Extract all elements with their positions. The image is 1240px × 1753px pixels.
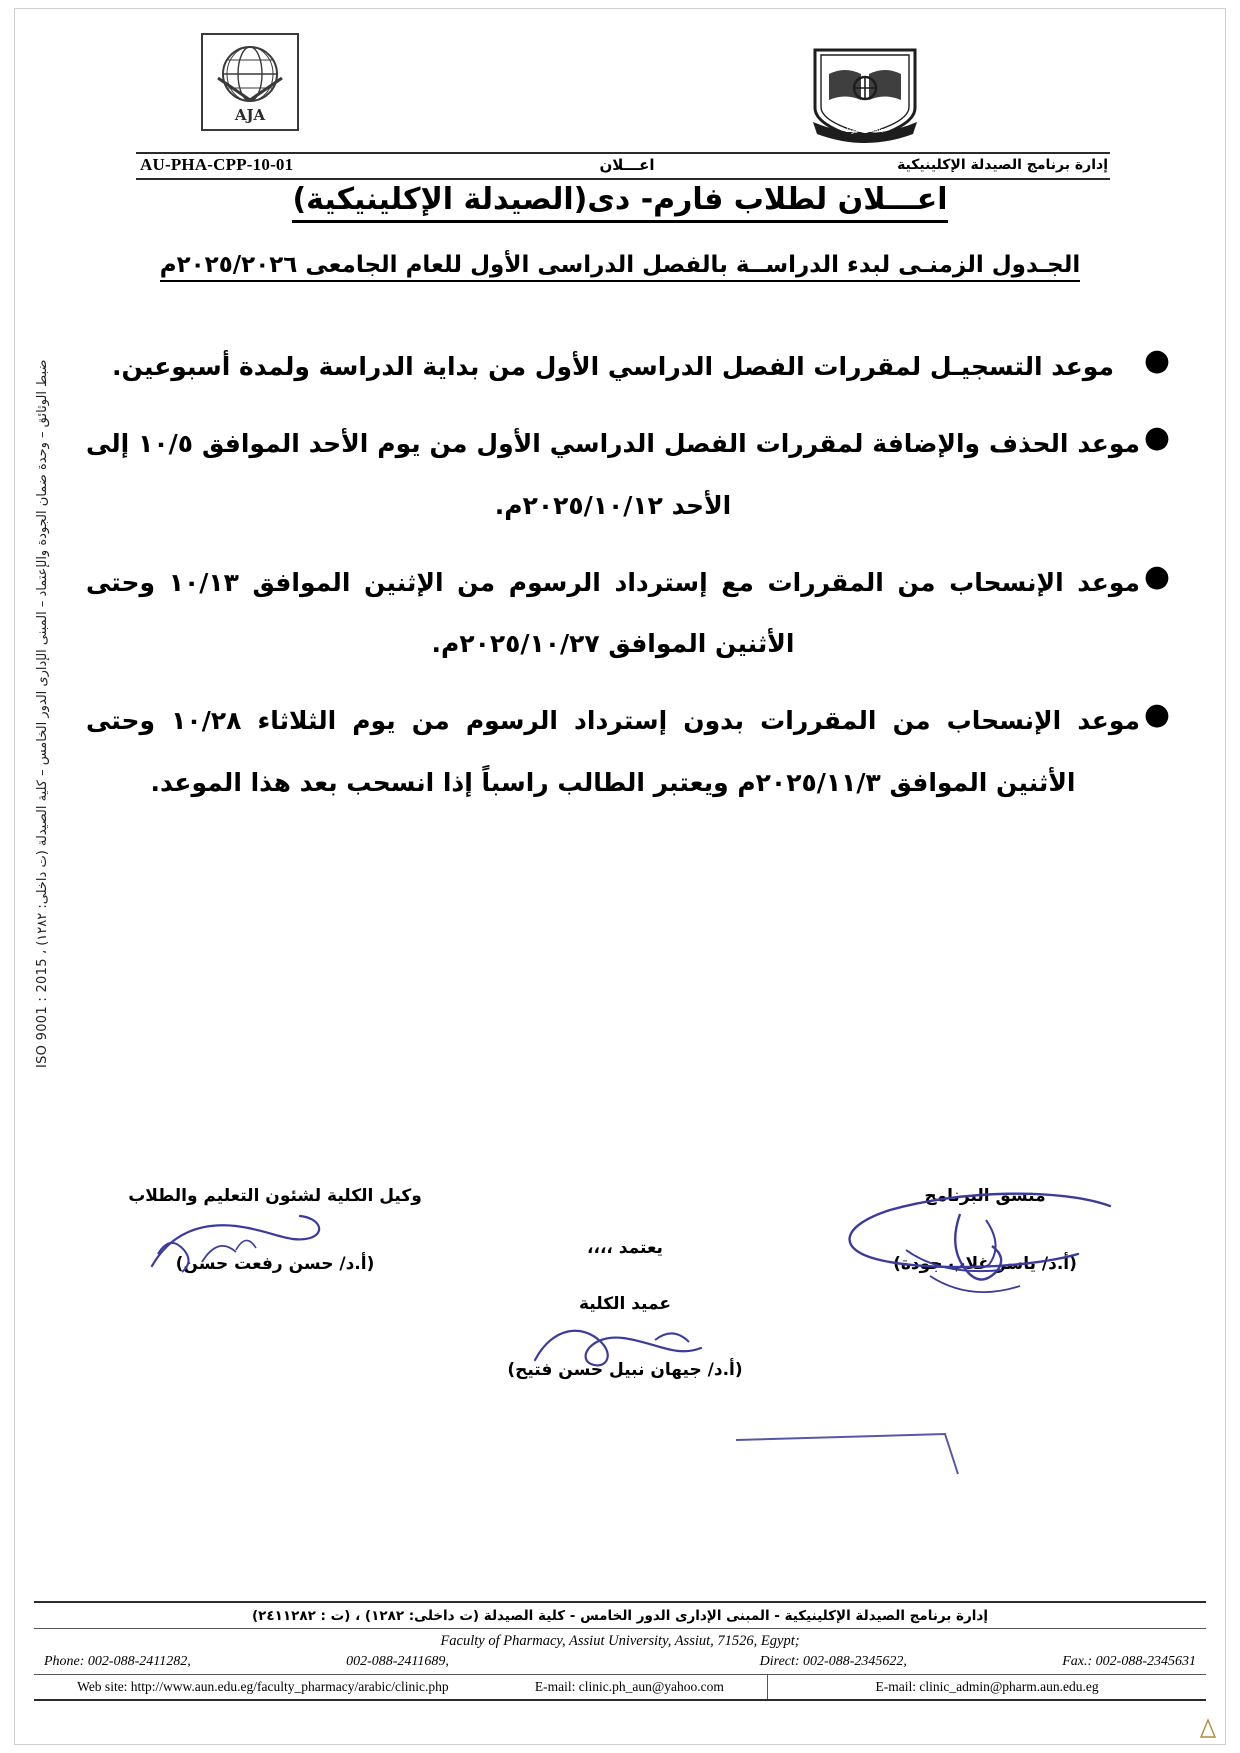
bullet-dot-icon: ● xyxy=(1143,697,1171,733)
bullet-dot-icon: ● xyxy=(1143,343,1171,378)
list-item-text: موعد الحذف والإضافة لمقررات الفصل الدراسي الأول من يوم الأحد الموافق ١٠/٥ إلى الأحد ٢٠٢٥/١٠/١٢م. xyxy=(86,429,1140,520)
list-item xyxy=(86,690,1174,813)
footer-direct: Direct: 002-088-2345622, xyxy=(759,1654,907,1669)
coordinator-title: منسق البرنامج xyxy=(924,1186,1046,1206)
coordinator-name: (أ.د/ ياسر غلاب جودة) xyxy=(893,1254,1077,1274)
footer-arabic-address: إدارة برنامج الصيدلة الإكلينيكية - المبنى الإدارى الدور الخامس - كلية الصيدلة (ت داخلى: ١٢٨٢) ، (ت : ٢٤١١٢٨٢) xyxy=(252,1608,988,1624)
list-item xyxy=(86,336,1174,397)
footer-rule-bottom xyxy=(34,1699,1206,1701)
bullet-dot-icon: ● xyxy=(1143,420,1171,456)
announcement-body xyxy=(86,336,1174,829)
list-item-text: موعد التسجيـل لمقررات الفصل الدراسي الأول من بداية الدراسة ولمدة أسبوعين. xyxy=(112,352,1114,381)
header-announcement-label: اعـــلان xyxy=(599,156,655,174)
footer-phone-row xyxy=(34,1652,1206,1674)
dean-approval-block xyxy=(455,1238,795,1380)
document-code: AU-PHA-CPP-10-01 xyxy=(140,155,294,174)
page-subtitle-text: الجـدول الزمنـى لبدء الدراســة بالفصل الدراسى الأول للعام الجامعى ٢٠٢٥/٢٠٢٦م xyxy=(160,252,1080,282)
list-item-text: موعد الإنسحاب من المقررات مع إسترداد الرسوم من الإثنين الموافق ١٠/١٣ وحتى الأثنين الموافق ٢٠٢٥/١٠/٢٧م. xyxy=(86,567,1140,658)
header-row xyxy=(136,152,1110,178)
signature-area xyxy=(90,1180,1160,1440)
approval-label: يعتمد ،،،، xyxy=(587,1238,663,1258)
page-title-text: اعـــلان لطلاب فارم- دى(الصيدلة الإكلينيكية) xyxy=(292,182,947,223)
header-department: إدارة برنامج الصيدلة الإكلينيكية xyxy=(897,157,1108,173)
coordinator-signature-block xyxy=(820,1186,1150,1274)
footer-email-admin[interactable]: E-mail: clinic_admin@pharm.aun.edu.eg xyxy=(767,1675,1206,1699)
footer-phone-label: Phone: 002-088-2411282, xyxy=(44,1654,191,1669)
aja-accreditation-logo xyxy=(200,32,300,132)
page-title xyxy=(130,183,1110,218)
footer-phone-2: 002-088-2411689, xyxy=(346,1654,449,1669)
dean-name: (أ.د/ جيهان نبيل حسن فتيح) xyxy=(507,1360,743,1380)
corner-stamp-icon xyxy=(1198,1717,1218,1739)
side-margin-note: ضبط الوثائق – وحدة ضمان الجودة والإعتماد – المبنى الإدارى الدور الخامس – كلية الصيدلة (ت داخلى: ١٢٨٢) ، ISO 9001 : 2015 xyxy=(35,360,50,1069)
footer-faculty-line: Faculty of Pharmacy, Assiut University, Assiut, 71526, Egypt; xyxy=(440,1633,800,1649)
list-item-text: موعد الإنسحاب من المقررات بدون إسترداد الرسوم من يوم الثلاثاء ١٠/٢٨ وحتى الأثنين الموافق ٢٠٢٥/١١/٣م ويعتبر الطالب راسباً إذا انسحب بعد هذا الموعد. xyxy=(86,706,1140,797)
vice-dean-name: (أ.د/ حسن رفعت حسن) xyxy=(175,1254,375,1274)
vice-dean-title: وكيل الكلية لشئون التعليم والطلاب xyxy=(128,1186,422,1206)
logo-row xyxy=(0,22,1240,142)
footer-email-primary[interactable]: E-mail: clinic.ph_aun@yahoo.com xyxy=(534,1679,724,1694)
header-rule-bottom xyxy=(136,178,1110,180)
dean-title: عميد الكلية xyxy=(579,1294,671,1314)
assiut-university-logo xyxy=(805,44,925,144)
footer-fax: Fax.: 002-088-2345631 xyxy=(1062,1654,1197,1669)
list-item xyxy=(86,552,1174,675)
page-subtitle xyxy=(110,252,1130,280)
vice-dean-signature-block xyxy=(110,1186,440,1274)
page-footer xyxy=(34,1601,1206,1701)
aun-logo-ribbon-text: جامعة أسيوط xyxy=(845,126,885,134)
list-item xyxy=(86,413,1174,536)
footer-web-row xyxy=(34,1674,1206,1699)
footer-website[interactable]: Web site: http://www.aun.edu.eg/faculty_pharmacy/arabic/clinic.php xyxy=(77,1679,449,1694)
aja-logo-text: AJA xyxy=(234,106,266,124)
bullet-dot-icon: ● xyxy=(1143,558,1171,594)
